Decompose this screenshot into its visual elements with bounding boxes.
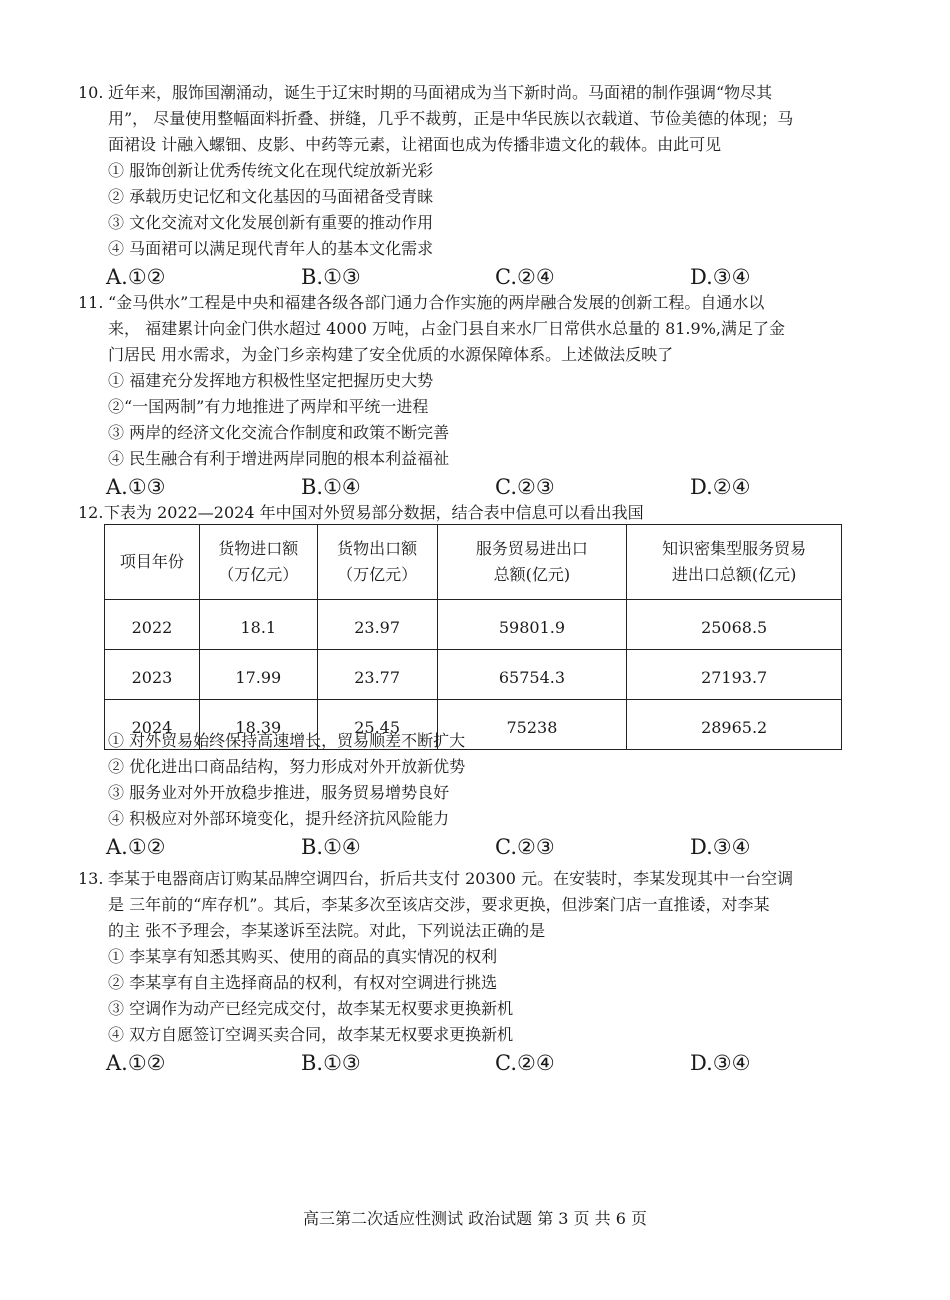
option-item: ② 李某享有自主选择商品的权利，有权对空调进行挑选	[108, 973, 498, 992]
answer-choices	[106, 472, 878, 502]
table-row	[105, 650, 842, 700]
table-header-cell: 项目年份	[105, 525, 200, 600]
option-item: ① 服饰创新让优秀传统文化在现代绽放新光彩	[108, 161, 434, 180]
stem-line: 用”， 尽量使用整幅面料折叠、拼缝，几乎不裁剪，正是中华民族以衣载道、节俭美德的体现；马	[108, 109, 794, 128]
question-number: 11.	[78, 293, 104, 312]
question-stem	[78, 290, 878, 368]
table-cell: 75238	[437, 700, 627, 750]
choice-c: C.②④	[495, 1051, 555, 1075]
question-10	[78, 80, 878, 292]
option-item: ① 李某享有知悉其购买、使用的商品的真实情况的权利	[108, 947, 498, 966]
choice-a: A.①②	[106, 265, 166, 289]
option-item: ① 福建充分发挥地方积极性坚定把握历史大势	[108, 371, 434, 390]
option-item: ② 优化进出口商品结构，努力形成对外开放新优势	[108, 757, 466, 776]
option-item: ③ 空调作为动产已经完成交付，故李某无权要求更换新机	[108, 999, 514, 1018]
question-number: 12.	[78, 503, 104, 522]
question-number: 10.	[78, 83, 104, 102]
stem-line: 来， 福建累计向金门供水超过 4000 万吨，占金门县自来水厂日常供水总量的 81.9%,满足了金	[108, 319, 785, 338]
stem-line: 下表为 2022—2024 年中国对外贸易部分数据，结合表中信息可以看出我国	[104, 503, 644, 522]
table-cell: 23.97	[317, 600, 437, 650]
option-item: ③ 服务业对外开放稳步推进，服务贸易增势良好	[108, 783, 450, 802]
answer-choices	[106, 262, 878, 292]
choice-d: D.③④	[690, 265, 751, 289]
stem-line: 是 三年前的“库存机”。其后，李某多次至该店交涉，要求更换，但涉案门店一直推诿，对李某	[108, 895, 770, 914]
page-footer: 高三第二次适应性测试 政治试题 第 3 页 共 6 页	[303, 1209, 647, 1228]
choice-d: D.②④	[690, 475, 751, 499]
table-header-cell: 服务贸易进出口 总额(亿元)	[437, 525, 627, 600]
table-cell: 23.77	[317, 650, 437, 700]
choice-a: A.①③	[106, 475, 166, 499]
option-item: ④ 积极应对外部环境变化，提升经济抗风险能力	[108, 809, 450, 828]
choice-c: C.②④	[495, 265, 555, 289]
choice-a: A.①②	[106, 1051, 166, 1075]
table-cell: 65754.3	[437, 650, 627, 700]
table-cell: 2023	[105, 650, 200, 700]
table-header-cell: 货物出口额 （万亿元）	[317, 525, 437, 600]
option-item: ④ 双方自愿签订空调买卖合同，故李某无权要求更换新机	[108, 1025, 514, 1044]
stem-line: 门居民 用水需求，为金门乡亲构建了安全优质的水源保障体系。上述做法反映了	[108, 345, 674, 364]
option-list	[78, 728, 878, 832]
table-header-cell: 知识密集型服务贸易 进出口总额(亿元)	[627, 525, 842, 600]
choice-c: C.②③	[495, 835, 555, 859]
table-header-row	[105, 525, 842, 600]
choice-b: B.①③	[301, 265, 361, 289]
table-cell: 28965.2	[627, 700, 842, 750]
question-12-options	[78, 728, 878, 862]
choice-b: B.①④	[301, 835, 361, 859]
table-cell: 2024	[105, 700, 200, 750]
answer-choices	[106, 1048, 878, 1078]
option-list	[78, 944, 878, 1048]
question-13	[78, 866, 878, 1078]
option-item: ④ 马面裙可以满足现代青年人的基本文化需求	[108, 239, 434, 258]
question-11	[78, 290, 878, 502]
question-stem	[78, 80, 878, 158]
table-row	[105, 600, 842, 650]
stem-line: 的主 张不予理会，李某遂诉至法院。对此，下列说法正确的是	[108, 921, 546, 940]
choice-b: B.①③	[301, 1051, 361, 1075]
question-number: 13.	[78, 869, 104, 888]
stem-line: “金马供水”工程是中央和福建各级各部门通力合作实施的两岸融合发展的创新工程。自通水以	[108, 293, 765, 312]
choice-a: A.①②	[106, 835, 166, 859]
table-cell: 27193.7	[627, 650, 842, 700]
table-cell: 18.1	[199, 600, 317, 650]
table-cell: 25068.5	[627, 600, 842, 650]
option-list	[78, 158, 878, 262]
option-item: ③ 两岸的经济文化交流合作制度和政策不断完善	[108, 423, 450, 442]
option-item: ②“一国两制”有力地推进了两岸和平统一进程	[108, 397, 429, 416]
option-list	[78, 368, 878, 472]
stem-line: 李某于电器商店订购某品牌空调四台，折后共支付 20300 元。在安装时，李某发现其中一台空调	[108, 869, 794, 888]
option-item: ③ 文化交流对文化发展创新有重要的推动作用	[108, 213, 434, 232]
table-cell: 17.99	[199, 650, 317, 700]
choice-d: D.③④	[690, 1051, 751, 1075]
option-item: ① 对外贸易始终保持高速增长，贸易顺差不断扩大	[108, 731, 466, 750]
table-cell: 25.45	[317, 700, 437, 750]
choice-b: B.①④	[301, 475, 361, 499]
option-item: ④ 民生融合有利于增进两岸同胞的根本利益福祉	[108, 449, 450, 468]
question-stem	[78, 500, 878, 526]
question-12	[78, 500, 878, 526]
stem-line: 近年来，服饰国潮涌动，诞生于辽宋时期的马面裙成为当下新时尚。马面裙的制作强调“物尽其	[108, 83, 773, 102]
option-item: ② 承载历史记忆和文化基因的马面裙备受青睐	[108, 187, 434, 206]
stem-line: 面裙设 计融入螺钿、皮影、中药等元素，让裙面也成为传播非遗文化的载体。由此可见	[108, 135, 722, 154]
table-header-cell: 货物进口额 （万亿元）	[199, 525, 317, 600]
table-cell: 59801.9	[437, 600, 627, 650]
question-stem	[78, 866, 878, 944]
table-cell: 18.39	[199, 700, 317, 750]
answer-choices	[106, 832, 878, 862]
trade-data-table	[104, 524, 842, 750]
choice-c: C.②③	[495, 475, 555, 499]
choice-d: D.③④	[690, 835, 751, 859]
table-cell: 2022	[105, 600, 200, 650]
